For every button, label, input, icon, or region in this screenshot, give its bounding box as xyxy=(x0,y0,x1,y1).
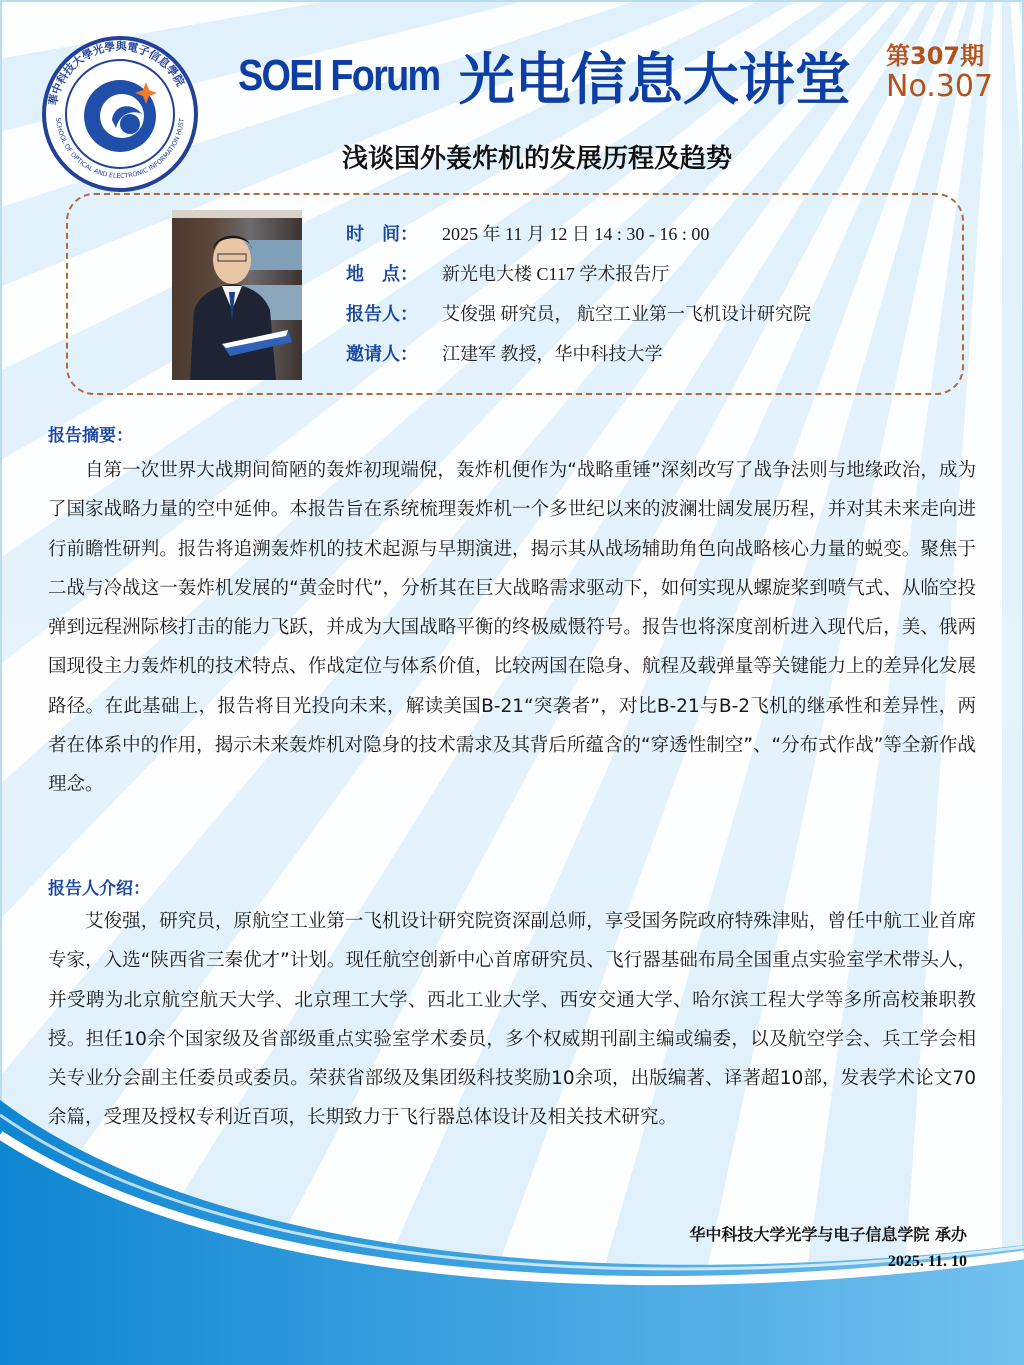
info-value: 江建军 教授，华中科技大学 xyxy=(442,344,663,364)
forum-name-en: SOEI Forum xyxy=(238,51,440,100)
info-label: 邀请人： xyxy=(346,344,418,365)
info-label: 时 间： xyxy=(346,224,418,245)
notice-date: 2025. 11. 10 xyxy=(887,1253,967,1270)
info-value: 新光电大楼 C117 学术报告厅 xyxy=(442,264,670,284)
info-row-speaker xyxy=(346,293,811,333)
abstract-heading: 报告摘要： xyxy=(48,426,133,446)
info-label: 地 点： xyxy=(346,264,418,285)
info-row-host xyxy=(346,333,811,373)
info-value: 2025 年 11 月 12 日 14 : 30 - 16 : 00 xyxy=(442,224,710,244)
info-row-location xyxy=(346,253,811,293)
info-row-time xyxy=(346,213,811,253)
lecture-info-list xyxy=(346,213,811,373)
svg-text:SCHOOL OF OPTICAL AND ELECTRON: SCHOOL OF OPTICAL AND ELECTRONIC INFORMATION HUST xyxy=(54,117,186,181)
abstract-text: 自第一次世界大战期间简陋的轰炸初现端倪，轰炸机便作为“战略重锤”深刻改写了战争法则与地缘政治，成为了国家战略力量的空中延伸。本报告旨在系统梳理轰炸机一个多世纪以来的波澜壮阔发展历程，并对其未来走向进行前瞻性研判。报告将追溯轰炸机的技术起源与早期演进，揭示其从战场辅助角色向战略核心力量的蜕变。聚焦于二战与冷战这一轰炸机发展的“黄金时代”，分析其在巨大战略需求驱动下，如何实现从螺旋桨到喷气式、从临空投弹到远程洲际核打击的能力飞跃，并成为大国战略平衡的终极威慑符号。报告也将深度剖析进入现代后，美、俄两国现役主力轰炸机的技术特点、作战定位与体系价值，比较两国在隐身、航程及载弹量等关键能力上的差异化发展路径。在此基础上，报告将目光投向未来，解读美国B-21“突袭者”，对比B-21与B-2飞机的继承性和差异性，两者在体系中的作用，揭示未来轰炸机对隐身的技术需求及其背后所蕴含的“穿透性制空”、“分布式作战”等全新作战理念。 xyxy=(48,460,976,796)
forum-title xyxy=(238,36,851,116)
bio-text: 艾俊强，研究员，原航空工业第一飞机设计研究院资深副总师，享受国务院政府特殊津贴，曾任中航工业首席专家，入选“陕西省三秦优才”计划。现任航空创新中心首席研究员、飞行器基础布局全国重点实验室学术带头人，并受聘为北京航空航天大学、北京理工大学、西北工业大学、西安交通大学、哈尔滨工程大学等多所高校兼职教授。担任10余个国家级及省部级重点实验室学术委员，多个权威期刊副主编或编委，以及航空学会、兵工学会相关专业分会副主任委员或委员。荣获省部级及集团级科技奖励10余项，出版编著、译著超10部，发表学术论文70余篇，受理及授权专利近百项，长期致力于飞行器总体设计及相关技术研究。 xyxy=(48,911,976,1129)
speaker-portrait xyxy=(172,210,302,380)
info-label: 报告人： xyxy=(346,304,418,325)
bio-heading: 报告人介绍： xyxy=(48,879,150,899)
issue-number xyxy=(886,44,993,102)
forum-name-cn: 光电信息大讲堂 xyxy=(458,48,851,111)
organizer: 华中科技大学光学与电子信息学院 承办 xyxy=(689,1225,967,1244)
svg-text:華中科技大學光學與電子信息學院: 華中科技大學光學與電子信息學院 xyxy=(46,39,187,107)
issue-number-en: No.307 xyxy=(886,69,994,104)
lecture-title: 浅谈国外轰炸机的发展历程及趋势 xyxy=(341,144,732,174)
issue-number-cn: 第307期 xyxy=(886,42,985,70)
info-value: 艾俊强 研究员， 航空工业第一飞机设计研究院 xyxy=(442,304,811,324)
